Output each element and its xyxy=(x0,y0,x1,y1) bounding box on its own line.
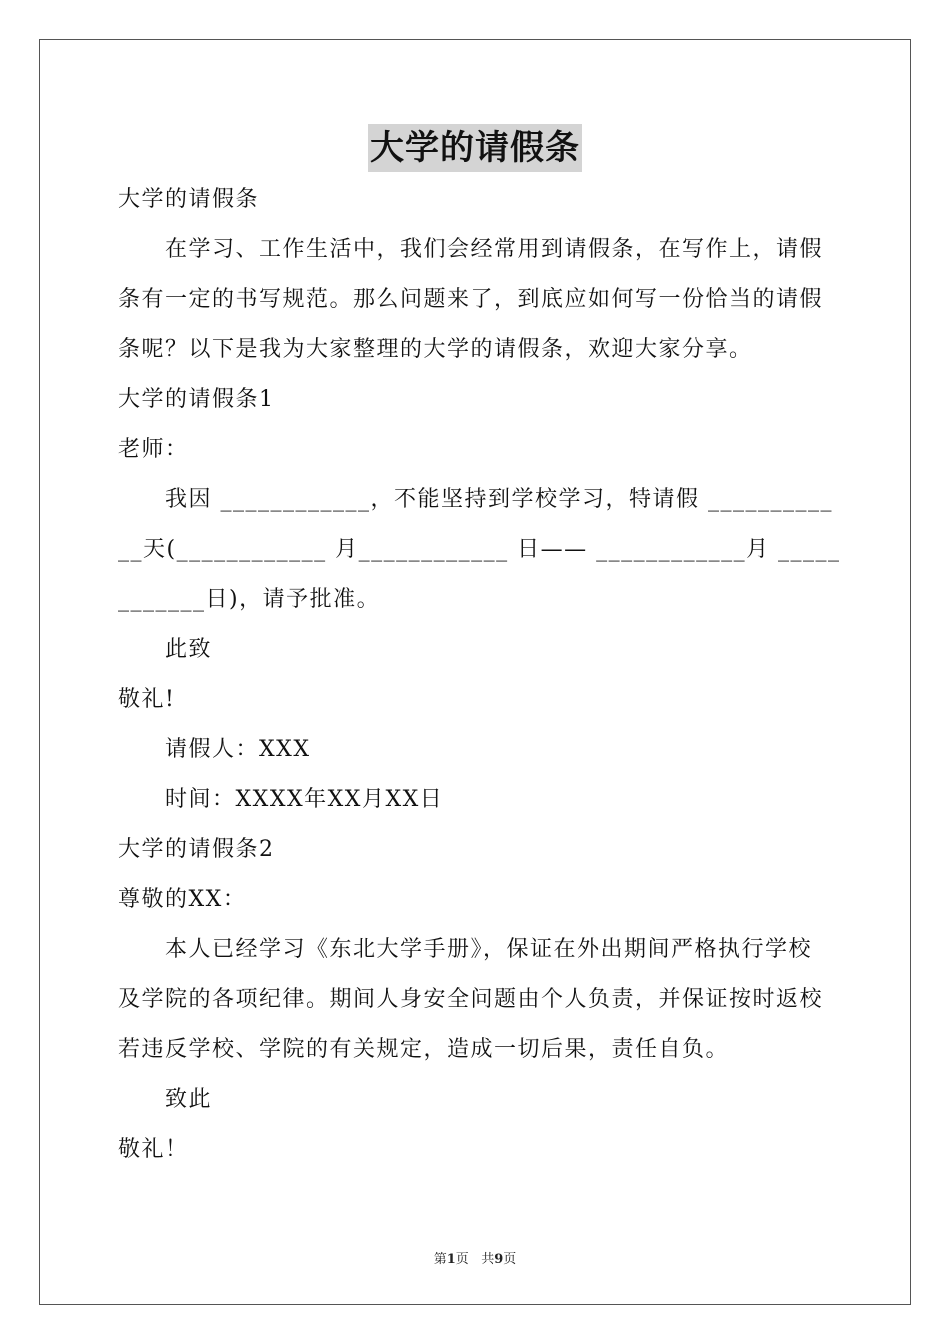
total-prefix: 共 xyxy=(481,1252,495,1267)
section-heading-1: 大学的请假条1 xyxy=(118,387,275,412)
closing-regards: 敬礼！ xyxy=(118,1137,189,1162)
body-line: __天(____________ 月____________ 日—— ____________月 _____ xyxy=(118,537,841,562)
signature-name: 请假人：XXX xyxy=(165,737,311,762)
body-line: 本人已经学习《东北大学手册》，保证在外出期间严格执行学校 xyxy=(165,937,813,962)
page-prefix: 第 xyxy=(433,1252,447,1267)
page-border xyxy=(39,39,911,1305)
document-title: 大学的请假条 xyxy=(368,124,582,172)
intro-paragraph-line: 条有一定的书写规范。那么问题来了，到底应如何写一份恰当的请假 xyxy=(118,287,824,312)
page-number: 1 xyxy=(446,1252,456,1267)
page-suffix: 页 xyxy=(455,1252,469,1267)
page-footer xyxy=(0,1248,950,1267)
body-line: 我因 ____________，不能坚持到学校学习，特请假 __________ xyxy=(165,487,833,512)
section-heading-2: 大学的请假条2 xyxy=(118,837,275,862)
body-line: 及学院的各项纪律。期间人身安全问题由个人负责，并保证按时返校 xyxy=(118,987,824,1012)
salutation: 尊敬的XX： xyxy=(118,887,247,912)
closing-regards: 敬礼! xyxy=(118,687,176,712)
total-suffix: 页 xyxy=(503,1252,517,1267)
total-pages: 9 xyxy=(494,1252,504,1267)
salutation: 老师： xyxy=(118,437,189,462)
body-line: 若违反学校、学院的有关规定，造成一切后果，责任自负。 xyxy=(118,1037,730,1062)
subtitle-line: 大学的请假条 xyxy=(118,187,260,212)
intro-paragraph-line: 条呢？以下是我为大家整理的大学的请假条，欢迎大家分享。 xyxy=(118,337,753,362)
closing-line: 此致 xyxy=(165,637,213,662)
intro-paragraph-line: 在学习、工作生活中，我们会经常用到请假条，在写作上，请假 xyxy=(165,237,824,262)
signature-date: 时间：XXXX年XX月XX日 xyxy=(165,787,444,812)
body-line: _______日)，请予批准。 xyxy=(118,587,381,612)
title-container xyxy=(0,124,950,172)
closing-line: 致此 xyxy=(165,1087,213,1112)
